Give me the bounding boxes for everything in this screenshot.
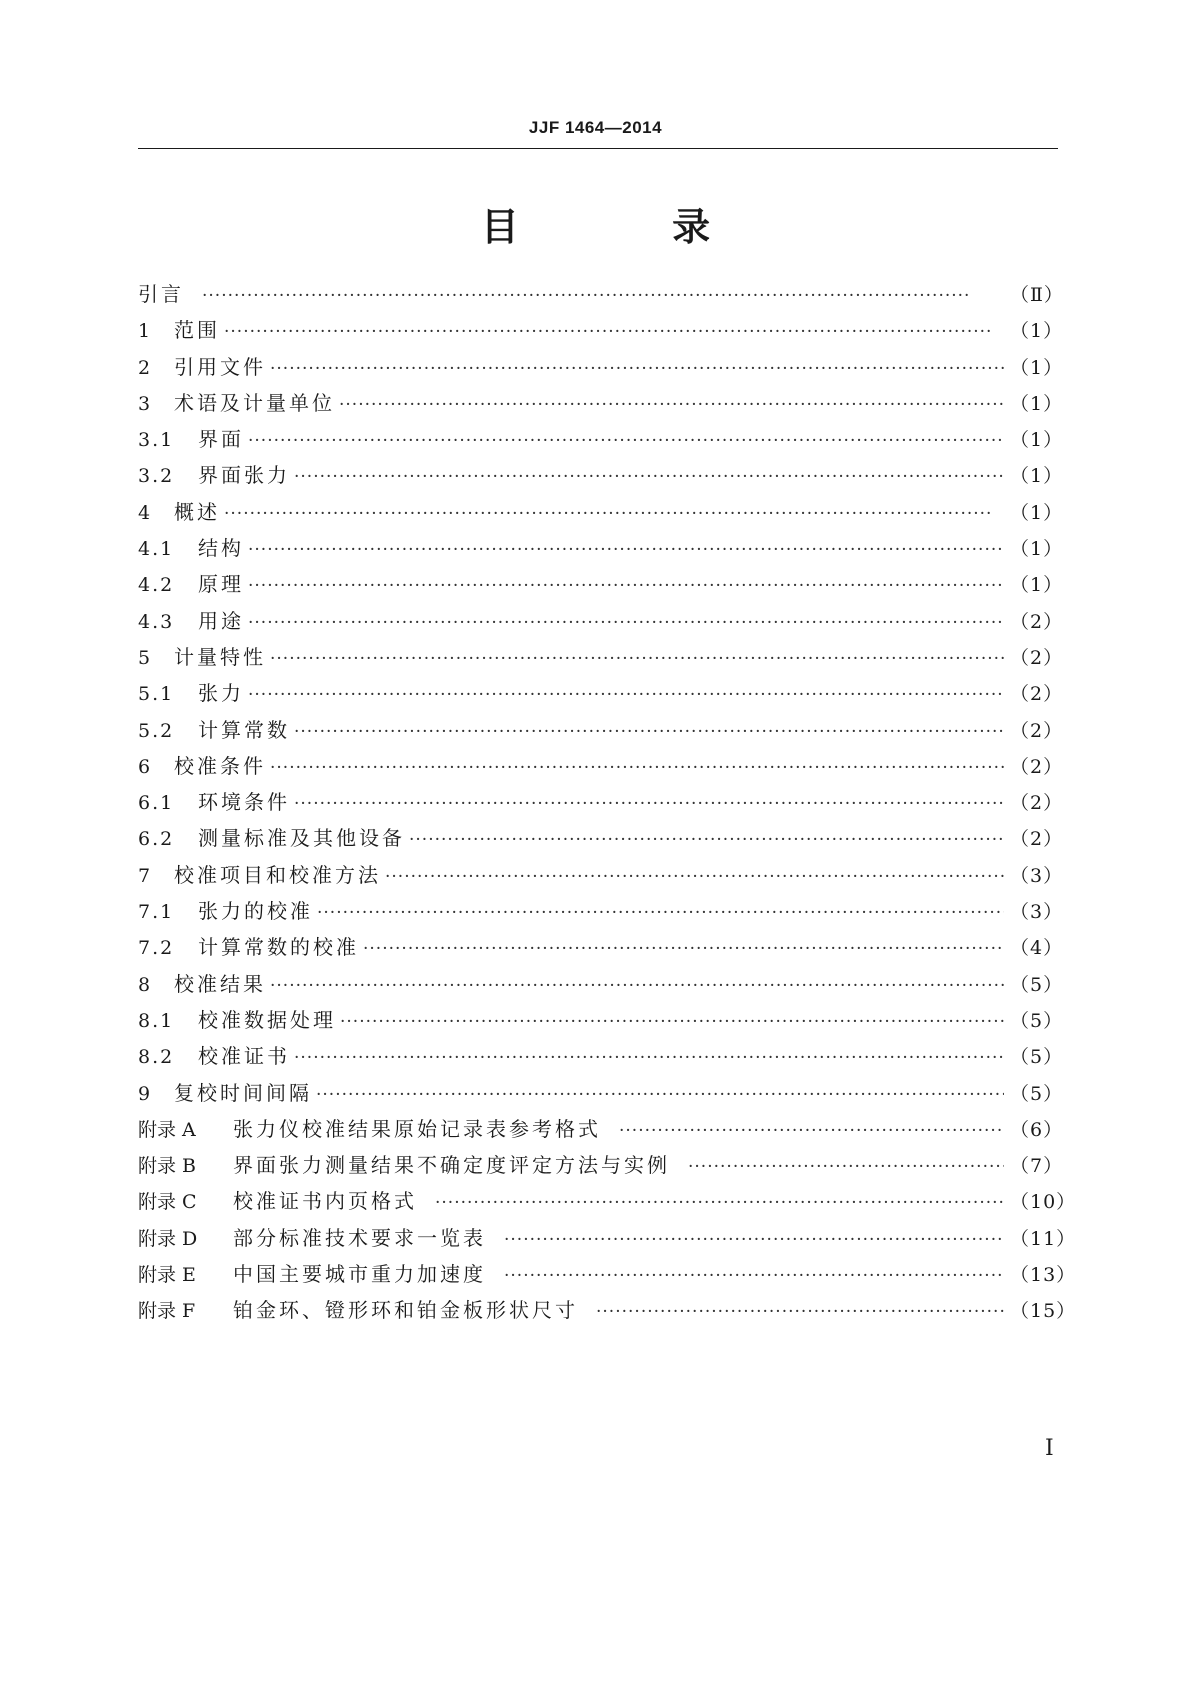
toc-entry[interactable] [138, 929, 1064, 965]
toc-entry-title: 用途 [198, 608, 244, 633]
toc-entry-page: （1） [1010, 320, 1064, 343]
toc-entry[interactable] [138, 457, 1064, 493]
toc-leader-dots [294, 459, 1004, 495]
toc-leader-dots [409, 822, 1004, 858]
toc-entry-number: 4.2 [138, 574, 175, 597]
toc-leader-dots [294, 786, 1004, 822]
toc-entry-title: 引言 [138, 282, 184, 306]
toc-entry-title: 校准数据处理 [198, 1007, 336, 1032]
toc-leader-dots [363, 931, 1004, 967]
toc-entry-title: 计算常数的校准 [198, 935, 359, 960]
toc-entry-number: 5 [138, 646, 153, 669]
toc-entry[interactable] [138, 603, 1064, 639]
toc-entry-page: （1） [1010, 356, 1064, 379]
toc-entry-page: （7） [1010, 1155, 1064, 1178]
toc-entry-number: 附录 E [138, 1264, 196, 1287]
toc-entry-title: 校准条件 [174, 753, 266, 778]
toc-entry-number: 7.2 [138, 937, 175, 960]
toc-entry[interactable] [138, 1111, 1064, 1147]
toc-entry-number: 附录 D [138, 1227, 198, 1250]
page-title: 目 录 [480, 205, 781, 249]
toc-leader-dots [619, 1113, 1004, 1149]
toc-entry-number: 3.2 [138, 465, 175, 488]
toc-leader-dots [270, 750, 1004, 786]
toc-entry-page: （1） [1010, 538, 1064, 561]
toc-entry-number: 9 [138, 1082, 153, 1105]
toc-entry-number: 4 [138, 501, 153, 524]
toc-entry-page: （5） [1010, 1082, 1064, 1105]
toc-entry-number: 2 [138, 356, 153, 379]
toc-leader-dots [270, 641, 1004, 677]
toc-entry-number: 3.1 [138, 429, 175, 452]
toc-entry-number: 5.2 [138, 719, 175, 742]
toc-entry-page: （5） [1010, 1046, 1064, 1069]
toc-leader-dots [224, 314, 1004, 350]
toc-entry-number: 8.1 [138, 1009, 175, 1032]
toc-leader-dots [248, 423, 1004, 459]
toc-entry-number: 6.1 [138, 792, 175, 815]
toc-entry-page: （13） [1010, 1264, 1077, 1287]
toc-entry[interactable] [138, 1147, 1064, 1183]
toc-entry-title: 界面 [198, 427, 244, 452]
toc-entry-number: 附录 B [138, 1155, 197, 1178]
toc-entry-title: 结构 [198, 536, 244, 561]
toc-entry-page: （6） [1010, 1118, 1064, 1141]
toc-entry-page: （2） [1010, 792, 1064, 815]
toc-entry-title: 环境条件 [198, 790, 290, 815]
toc-entry-title: 术语及计量单位 [174, 390, 335, 415]
toc-leader-dots [202, 278, 1004, 314]
toc-leader-dots [339, 387, 1004, 423]
toc-entry-number: 3 [138, 392, 153, 415]
document-code: JJF 1464—2014 [528, 118, 663, 137]
toc-entry[interactable] [138, 1256, 1077, 1292]
toc-entry[interactable] [138, 276, 1064, 312]
toc-leader-dots [435, 1185, 1004, 1221]
toc-entry-number: 附录 A [138, 1118, 196, 1141]
toc-entry[interactable] [138, 639, 1064, 675]
toc-entry[interactable] [138, 530, 1064, 566]
toc-entry[interactable] [138, 748, 1064, 784]
toc-entry-number: 6 [138, 755, 153, 778]
toc-leader-dots [596, 1294, 1004, 1330]
toc-entry-page: （1） [1010, 392, 1064, 415]
toc-entry[interactable] [138, 566, 1064, 602]
toc-leader-dots [504, 1222, 1004, 1258]
toc-entry-page: （1） [1010, 429, 1064, 452]
toc-entry[interactable] [138, 966, 1064, 1002]
toc-entry-page: （5） [1010, 1009, 1064, 1032]
toc-entry-page: （1） [1010, 465, 1064, 488]
toc-entry-title: 校准结果 [174, 971, 266, 996]
toc-entry-title: 界面张力 [198, 463, 290, 488]
toc-leader-dots [688, 1149, 1004, 1185]
toc-leader-dots [294, 1040, 1004, 1076]
toc-entry-title: 原理 [198, 572, 244, 597]
toc-entry-title: 测量标准及其他设备 [198, 826, 405, 851]
header-divider [138, 148, 1058, 149]
toc-entry-page: （15） [1010, 1300, 1077, 1323]
toc-entry-title: 中国主要城市重力加速度 [233, 1262, 486, 1287]
toc-entry-page: （5） [1010, 973, 1064, 996]
toc-entry[interactable] [138, 857, 1064, 893]
toc-entry[interactable] [138, 1002, 1064, 1038]
toc-entry-title: 界面张力测量结果不确定度评定方法与实例 [233, 1153, 670, 1178]
toc-entry-page: （2） [1010, 610, 1064, 633]
toc-entry[interactable] [138, 1183, 1077, 1219]
toc-leader-dots [224, 496, 1004, 532]
toc-leader-dots [317, 895, 1004, 931]
toc-entry[interactable] [138, 421, 1064, 457]
toc-entry-title: 张力的校准 [198, 899, 313, 924]
toc-leader-dots [270, 351, 1004, 387]
toc-entry-title: 校准证书 [198, 1044, 290, 1069]
toc-leader-dots [340, 1004, 1004, 1040]
toc-leader-dots [504, 1258, 1004, 1294]
toc-entry-page: （3） [1010, 901, 1064, 924]
toc-entry-number: 8.2 [138, 1046, 175, 1069]
toc-entry-number: 4.3 [138, 610, 175, 633]
toc-entry-number: 附录 F [138, 1300, 196, 1323]
toc-entry-page: （4） [1010, 937, 1064, 960]
toc-entry-page: （1） [1010, 501, 1064, 524]
table-of-contents [138, 276, 1077, 1329]
toc-entry-page: （2） [1010, 828, 1064, 851]
toc-entry-number: 8 [138, 973, 153, 996]
toc-entry-page: （Ⅱ） [1010, 284, 1064, 306]
toc-entry-page: （3） [1010, 864, 1064, 887]
toc-entry-title: 铂金环、镫形环和铂金板形状尺寸 [233, 1298, 578, 1323]
toc-entry-page: （2） [1010, 755, 1064, 778]
toc-entry-number: 7 [138, 864, 153, 887]
page-number: Ⅰ [1045, 1436, 1054, 1461]
toc-leader-dots [294, 714, 1004, 750]
toc-entry-title: 校准项目和校准方法 [174, 862, 381, 887]
toc-entry-title: 计算常数 [198, 717, 290, 742]
toc-leader-dots [248, 532, 1004, 568]
toc-entry[interactable] [138, 1292, 1077, 1328]
toc-entry-title: 张力 [198, 681, 244, 706]
toc-entry-number: 1 [138, 320, 153, 343]
toc-entry[interactable] [138, 494, 1064, 530]
toc-entry-page: （11） [1010, 1227, 1077, 1250]
toc-entry[interactable] [138, 675, 1064, 711]
toc-entry-number: 7.1 [138, 901, 175, 924]
toc-leader-dots [248, 568, 1004, 604]
toc-entry-title: 校准证书内页格式 [233, 1189, 417, 1214]
toc-entry[interactable] [138, 385, 1064, 421]
toc-entry[interactable] [138, 1038, 1064, 1074]
toc-entry-title: 概述 [174, 499, 220, 524]
toc-entry[interactable] [138, 1075, 1064, 1111]
toc-leader-dots [385, 859, 1004, 895]
toc-leader-dots [248, 605, 1004, 641]
toc-entry[interactable] [138, 712, 1064, 748]
toc-entry-number: 6.2 [138, 828, 175, 851]
toc-entry[interactable] [138, 1220, 1077, 1256]
toc-leader-dots [270, 968, 1004, 1004]
toc-entry-number: 附录 C [138, 1191, 197, 1214]
toc-entry[interactable] [138, 349, 1064, 385]
toc-entry-title: 复校时间间隔 [174, 1080, 312, 1105]
toc-entry-page: （2） [1010, 683, 1064, 706]
toc-entry-number: 4.1 [138, 538, 175, 561]
toc-entry-title: 计量特性 [174, 644, 266, 669]
toc-entry-title: 部分标准技术要求一览表 [233, 1225, 486, 1250]
toc-entry[interactable] [138, 784, 1064, 820]
toc-leader-dots [316, 1077, 1004, 1113]
toc-entry-page: （1） [1010, 574, 1064, 597]
toc-entry-page: （10） [1010, 1191, 1077, 1214]
toc-entry[interactable] [138, 312, 1064, 348]
toc-leader-dots [248, 677, 1004, 713]
toc-entry[interactable] [138, 893, 1064, 929]
toc-entry[interactable] [138, 820, 1064, 856]
toc-entry-title: 引用文件 [174, 354, 266, 379]
toc-entry-title: 范围 [174, 318, 220, 343]
toc-entry-title: 张力仪校准结果原始记录表参考格式 [233, 1116, 601, 1141]
toc-entry-number: 5.1 [138, 683, 175, 706]
toc-entry-page: （2） [1010, 719, 1064, 742]
toc-entry-page: （2） [1010, 646, 1064, 669]
